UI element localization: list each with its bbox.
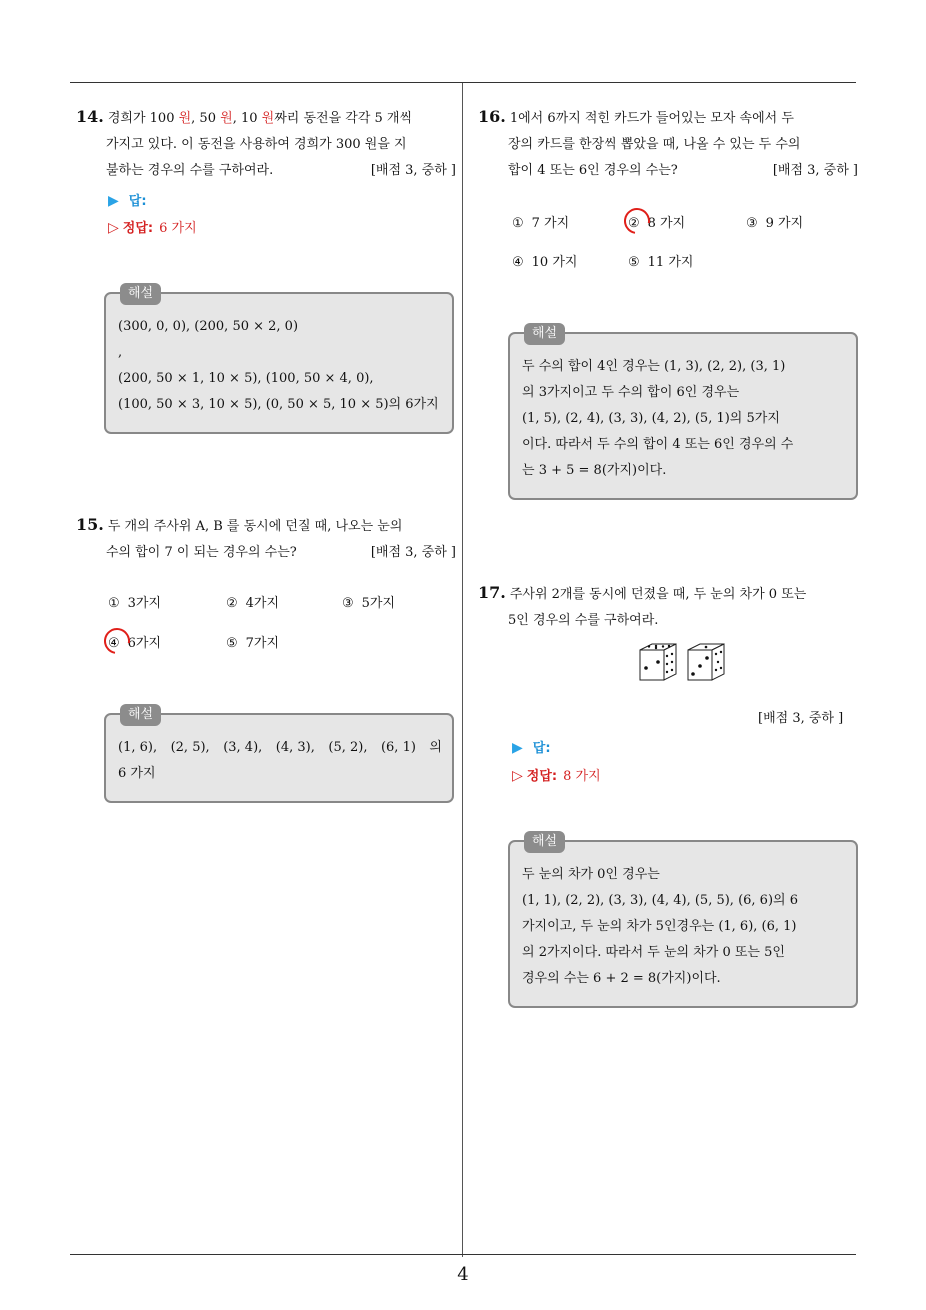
q16-choice-4[interactable]: ④ 10 가지 xyxy=(512,255,578,270)
triangle-filled-icon: ▶ xyxy=(108,193,119,209)
bottom-rule xyxy=(70,1254,856,1255)
q15-choice-5[interactable]: ⑤ 7가지 xyxy=(226,636,280,651)
q14-correct-value: 6 가지 xyxy=(159,221,197,236)
q17-meta: [배점 3, 중하 ] xyxy=(758,711,844,726)
q14-explanation-box: 해설 (300, 0, 0), (200, 50 × 2, 0) , (200, 50 × 1, 10 × 5), (100, 50 × 4, 0), (100, 50 × 3, 10 × 5), (0, 50 × 5, 10 × 5)의 6가지 xyxy=(104,292,454,434)
q15-choice-3[interactable]: ③ 5가지 xyxy=(342,596,396,611)
q15-choice-4[interactable]: ④ 6가지 xyxy=(108,636,162,651)
q17-correct-value: 8 가지 xyxy=(563,769,601,784)
q16-line1: 16. 1에서 6까지 적힌 카드가 들어있는 모자 속에서 두 xyxy=(478,107,794,126)
question-16 xyxy=(478,104,858,184)
q14-answer-label: 답: xyxy=(128,194,147,209)
q15-line2: 수의 합이 7 이 되는 경우의 수는? [배점 3, 중하 ] xyxy=(76,540,456,566)
q17-number: 17. xyxy=(478,583,506,602)
q15-choice-1[interactable]: ① 3가지 xyxy=(108,596,162,611)
q16-explanation-box: 해설 두 수의 합이 4인 경우는 (1, 3), (2, 2), (3, 1) 의 3가지이고 두 수의 합이 6인 경우는 (1, 5), (2, 4), (3, 3), (4, 2), (5, 1)의 5가지 이다. 따라서 두 수의 합이 4 또는 6인 경우의 수 는 3 + 5 = 8(가지)이다. xyxy=(508,332,858,500)
triangle-outline-icon: ▷ xyxy=(512,768,523,784)
q16-selected-circle xyxy=(619,203,655,239)
q17-answer-label: 답: xyxy=(532,741,551,756)
q17-answer-line xyxy=(512,737,551,756)
q16-line2: 장의 카드를 한장씩 뽑았을 때, 나올 수 있는 두 수의 xyxy=(508,137,801,152)
q15-choice-2[interactable]: ② 4가지 xyxy=(226,596,280,611)
q14-correct-line xyxy=(108,217,197,236)
q15-explanation-tag: 해설 xyxy=(120,704,161,726)
q14-answer-line xyxy=(108,190,147,209)
top-rule xyxy=(70,82,856,83)
triangle-outline-icon: ▷ xyxy=(108,220,119,236)
question-15 xyxy=(76,512,456,566)
q17-correct-line xyxy=(512,765,601,784)
column-divider xyxy=(462,83,463,1257)
q16-choice-3[interactable]: ③ 9 가지 xyxy=(746,216,804,231)
q14-line2: 가지고 있다. 이 동전을 사용하여 경희가 300 원을 지 xyxy=(106,137,407,152)
q15-line1: 15. 두 개의 주사위 A, B 를 동시에 던질 때, 나오는 눈의 xyxy=(76,515,403,534)
q17-line2: 5인 경우의 수를 구하여라. xyxy=(508,613,659,628)
question-14 xyxy=(76,104,456,184)
triangle-filled-icon: ▶ xyxy=(512,740,523,756)
q14-line1: 14. 경희가 100 원, 50 원, 10 원짜리 동전을 각각 5 개씩 xyxy=(76,107,413,126)
q14-line3: 불하는 경우의 수를 구하여라. [배점 3, 중하 ] xyxy=(76,158,456,184)
q16-choice-1[interactable]: ① 7 가지 xyxy=(512,216,570,231)
q16-number: 16. xyxy=(478,107,506,126)
q14-meta: [배점 3, 중하 ] xyxy=(370,163,456,178)
q15-exp-line1: (1, 6), (2, 5), (3, 4), (4, 3), (5, 2), (6, 1) 의 xyxy=(118,740,442,755)
q14-number: 14. xyxy=(76,107,104,126)
q17-explanation-tag: 해설 xyxy=(524,831,565,853)
q17-explanation-box: 해설 두 눈의 차가 0인 경우는 (1, 1), (2, 2), (3, 3), (4, 4), (5, 5), (6, 6)의 6 가지이고, 두 눈의 차가 5인경우는 (1, 6), (6, 1) 의 2가지이다. 따라서 두 눈의 차가 0 또는 5인 경우의 수는 6 + 2 = 8(가지)이다. xyxy=(508,840,858,1008)
q17-line1: 17. 주사위 2개를 동시에 던졌을 때, 두 눈의 차가 0 또는 xyxy=(478,583,807,602)
q16-meta: [배점 3, 중하 ] xyxy=(772,163,858,178)
question-17 xyxy=(478,580,858,634)
q16-line3: 합이 4 또는 6인 경우의 수는? [배점 3, 중하 ] xyxy=(478,158,858,184)
q14-correct-label: 정답: xyxy=(122,221,154,236)
page-number: 4 xyxy=(457,1264,469,1285)
dice-pair-image xyxy=(636,640,730,684)
q17-correct-label: 정답: xyxy=(526,769,558,784)
q15-explanation-box: 해설 (1, 6), (2, 5), (3, 4), (4, 3), (5, 2), (6, 1) 의 6 가지 xyxy=(104,713,454,803)
q15-selected-circle xyxy=(99,623,135,659)
q16-choice-5[interactable]: ⑤ 11 가지 xyxy=(628,255,694,270)
q16-choice-2[interactable]: ② 8 가지 xyxy=(628,216,686,231)
q16-explanation-tag: 해설 xyxy=(524,323,565,345)
q14-explanation-tag: 해설 xyxy=(120,283,161,305)
q15-meta: [배점 3, 중하 ] xyxy=(370,545,456,560)
q15-number: 15. xyxy=(76,515,104,534)
